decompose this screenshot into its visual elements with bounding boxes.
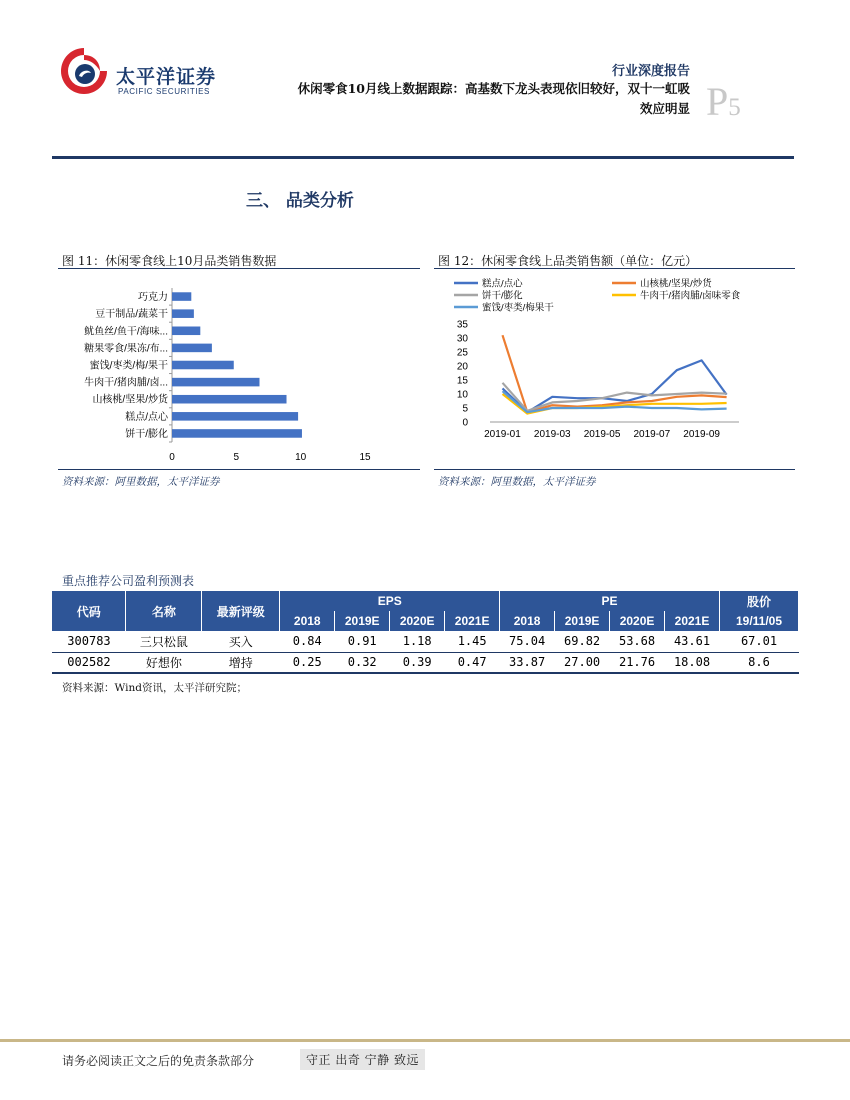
report-title-line2: 效应明显 xyxy=(639,101,690,116)
cell-code: 002582 xyxy=(52,652,126,673)
category-label: 豆干制品/蔬菜干 xyxy=(95,309,168,321)
brand-name-cn: 太平洋证券 xyxy=(116,66,217,88)
page-number-value: 5 xyxy=(728,94,741,121)
cell-eps: 1.45 xyxy=(445,631,500,652)
cell-pe: 27.00 xyxy=(555,652,610,673)
header-eps-year: 2018 xyxy=(280,611,335,631)
header-pe-year: 2020E xyxy=(610,611,665,631)
cell-pe: 69.82 xyxy=(555,631,610,652)
footer-motto: 守正 出奇 宁静 致远 xyxy=(300,1049,425,1070)
footer-disclaimer: 请务必阅读正文之后的免责条款部分 xyxy=(62,1054,255,1068)
legend-label: 蜜饯/枣类/梅果干 xyxy=(482,302,554,314)
figure12-top-rule xyxy=(434,268,795,269)
category-label: 饼干/膨化 xyxy=(125,428,168,440)
header-rating: 最新评级 xyxy=(202,591,280,631)
header-eps: EPS xyxy=(280,591,500,611)
section-title: 三、 品类分析 xyxy=(246,191,354,211)
cell-name: 好想你 xyxy=(126,652,202,673)
figure12-line-chart xyxy=(434,272,795,468)
forecast-table-title: 重点推荐公司盈利预测表 xyxy=(62,574,195,588)
x-tick-label: 0 xyxy=(169,452,175,463)
cell-pe: 18.08 xyxy=(665,652,720,673)
page-number xyxy=(706,79,741,128)
header-pe-year: 2018 xyxy=(500,611,555,631)
cell-eps: 1.18 xyxy=(390,631,445,652)
y-tick-label: 10 xyxy=(456,389,468,401)
bar xyxy=(172,378,259,387)
header-eps-year: 2019E xyxy=(335,611,390,631)
brand-name-en: PACIFIC SECURITIES xyxy=(118,87,210,96)
cell-name: 三只松鼠 xyxy=(126,631,202,652)
cell-pe: 43.61 xyxy=(665,631,720,652)
footer-divider xyxy=(0,1039,850,1042)
legend-label: 饼干/膨化 xyxy=(482,290,523,302)
x-tick-label: 2019-01 xyxy=(484,429,521,440)
cell-price: 67.01 xyxy=(720,631,799,652)
x-tick-label: 15 xyxy=(359,452,371,463)
cell-eps: 0.25 xyxy=(280,652,335,673)
cell-eps: 0.91 xyxy=(335,631,390,652)
cell-eps: 0.39 xyxy=(390,652,445,673)
category-label: 糕点/点心 xyxy=(125,411,168,423)
pacific-securities-logo xyxy=(60,46,108,96)
figure12-source: 资料来源：阿里数据，太平洋证券 xyxy=(438,476,596,488)
category-label: 鱿鱼丝/鱼干/海味... xyxy=(84,326,168,338)
bar xyxy=(172,395,287,404)
forecast-table-source: 资料来源：Wind资讯，太平洋研究院； xyxy=(62,682,247,694)
figure11-bottom-rule xyxy=(58,469,420,470)
bar xyxy=(172,429,302,438)
figure11-title: 图 11：休闲零食线上10月品类销售数据 xyxy=(62,254,277,268)
header-code: 代码 xyxy=(52,591,126,631)
cell-pe: 21.76 xyxy=(610,652,665,673)
header-divider xyxy=(52,156,794,159)
legend-label: 山核桃/坚果/炒货 xyxy=(640,278,712,290)
y-tick-label: 15 xyxy=(456,375,468,387)
bar xyxy=(172,361,234,370)
category-label: 巧克力 xyxy=(138,292,168,304)
bar xyxy=(172,327,200,336)
cell-rating: 买入 xyxy=(202,631,280,652)
y-tick-label: 0 xyxy=(462,417,468,429)
report-title-line1: 休闲零食10月线上数据跟踪：高基数下龙头表现依旧较好，双十一虹吸 xyxy=(297,81,690,96)
cell-pe: 33.87 xyxy=(500,652,555,673)
x-tick-label: 5 xyxy=(233,452,240,463)
cell-pe: 75.04 xyxy=(500,631,555,652)
y-tick-label: 30 xyxy=(456,333,468,345)
bar xyxy=(172,292,191,301)
category-label: 牛肉干/猪肉脯/卤... xyxy=(84,377,168,389)
x-tick-label: 2019-09 xyxy=(683,429,721,440)
legend-label: 糕点/点心 xyxy=(482,278,523,290)
report-title xyxy=(220,79,690,119)
header-price-date: 19/11/05 xyxy=(720,611,799,631)
category-label: 糖果零食/果冻/布... xyxy=(84,343,168,355)
header-name: 名称 xyxy=(126,591,202,631)
cell-eps: 0.47 xyxy=(445,652,500,673)
figure12-bottom-rule xyxy=(434,469,795,470)
figure11-source: 资料来源：阿里数据，太平洋证券 xyxy=(62,476,220,488)
report-type: 行业深度报告 xyxy=(611,64,690,79)
figure11-bar-chart xyxy=(58,272,420,468)
header-pe: PE xyxy=(500,591,720,611)
header-pe-year: 2021E xyxy=(665,611,720,631)
figure11-top-rule xyxy=(58,268,420,269)
x-tick-label: 2019-05 xyxy=(583,429,621,440)
x-tick-label: 2019-07 xyxy=(633,429,671,440)
cell-eps: 0.32 xyxy=(335,652,390,673)
page-prefix: P xyxy=(706,79,729,124)
cell-code: 300783 xyxy=(52,631,126,652)
cell-price: 8.6 xyxy=(720,652,799,673)
y-tick-label: 5 xyxy=(462,403,468,415)
y-tick-label: 20 xyxy=(456,361,468,373)
category-label: 蜜饯/枣类/梅/果干 xyxy=(89,360,168,372)
forecast-table xyxy=(52,591,799,674)
cell-pe: 53.68 xyxy=(610,631,665,652)
legend-label: 牛肉干/猪肉脯/卤味零食 xyxy=(640,290,741,302)
cell-rating: 增持 xyxy=(202,652,280,673)
category-label: 山核桃/坚果/炒货 xyxy=(92,394,168,406)
x-tick-label: 10 xyxy=(295,452,307,463)
bar xyxy=(172,344,212,353)
header-pe-year: 2019E xyxy=(555,611,610,631)
cell-eps: 0.84 xyxy=(280,631,335,652)
x-tick-label: 2019-03 xyxy=(533,429,571,440)
figure12-title: 图 12：休闲零食线上品类销售额（单位：亿元） xyxy=(438,254,698,268)
bar xyxy=(172,309,194,318)
header-eps-year: 2020E xyxy=(390,611,445,631)
y-tick-label: 35 xyxy=(456,319,468,331)
header-price: 股价 xyxy=(720,591,799,611)
bar xyxy=(172,412,298,421)
y-tick-label: 25 xyxy=(456,347,468,359)
table-row xyxy=(52,652,799,673)
header-eps-year: 2021E xyxy=(445,611,500,631)
table-row xyxy=(52,631,799,652)
